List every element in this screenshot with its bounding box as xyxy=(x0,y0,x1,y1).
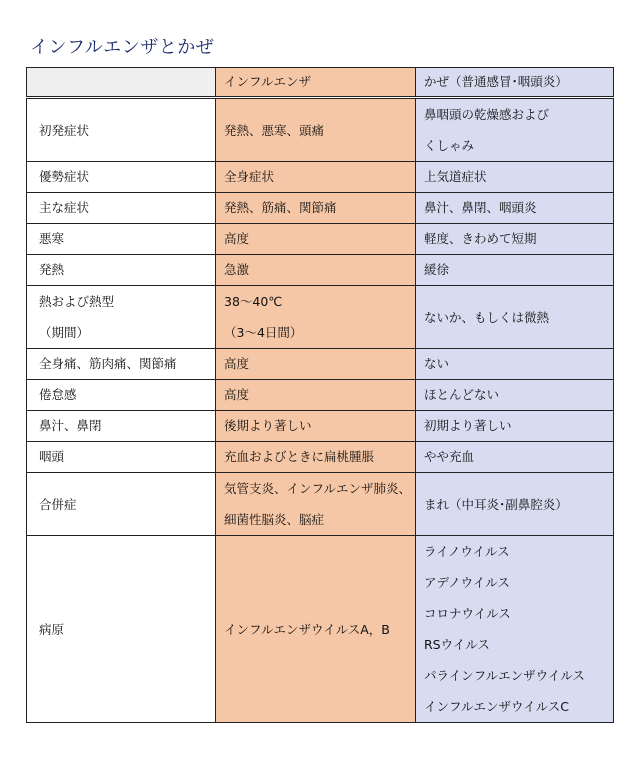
cell-line: 細菌性脳炎、脳症 xyxy=(224,512,325,527)
cell-line: インフルエンザウイルスC xyxy=(424,699,569,714)
row-item-cell xyxy=(27,255,216,286)
cell-line: 後期より著しい xyxy=(224,418,312,433)
cell-line: 優勢症状 xyxy=(39,169,90,184)
row-cold-cell xyxy=(416,442,614,473)
cell-line: （期間） xyxy=(39,325,90,340)
row-cold-cell xyxy=(416,411,614,442)
cell-line: 高度 xyxy=(224,387,250,402)
row-influenza-cell xyxy=(216,380,416,411)
row-influenza-cell xyxy=(216,162,416,193)
row-cold-cell xyxy=(416,349,614,380)
cell-line: 全身痛、筋肉痛、関節痛 xyxy=(39,356,177,371)
row-item-cell xyxy=(27,98,216,162)
cell-line: 上気道症状 xyxy=(424,169,487,184)
row-influenza-cell xyxy=(216,224,416,255)
cell-line: 緩徐 xyxy=(424,262,450,277)
row-cold-cell xyxy=(416,98,614,162)
cell-line: ない xyxy=(424,356,450,371)
row-influenza-cell xyxy=(216,411,416,442)
row-influenza-cell xyxy=(216,473,416,536)
cell-line: 発熱 xyxy=(39,262,65,277)
row-cold-cell xyxy=(416,162,614,193)
table-row xyxy=(27,536,614,723)
row-item-cell xyxy=(27,536,216,723)
cell-line: 発熱、悪寒、頭痛 xyxy=(224,122,325,138)
table-row xyxy=(27,473,614,536)
table-row xyxy=(27,224,614,255)
row-cold-cell xyxy=(416,380,614,411)
row-item-cell xyxy=(27,349,216,380)
row-item-cell xyxy=(27,286,216,349)
cell-line: アデノウイルス xyxy=(424,575,510,590)
header-cold: かぜ（普通感冒･咽頭炎） xyxy=(416,68,614,98)
table-row xyxy=(27,442,614,473)
header-influenza: インフルエンザ xyxy=(216,68,416,98)
row-influenza-cell xyxy=(216,442,416,473)
row-influenza-cell xyxy=(216,255,416,286)
table-row xyxy=(27,255,614,286)
cell-line: 初発症状 xyxy=(39,122,90,138)
row-item-cell xyxy=(27,224,216,255)
page-title: インフルエンザとかぜ xyxy=(30,37,215,58)
cell-line: 熱および熱型 xyxy=(39,294,115,309)
cell-line: ライノウイルス xyxy=(424,544,510,559)
row-cold-cell xyxy=(416,224,614,255)
row-influenza-cell xyxy=(216,536,416,723)
row-item-cell xyxy=(27,193,216,224)
cell-line: 38～40℃ xyxy=(224,294,283,309)
cell-line: 発熱、筋痛、関節痛 xyxy=(224,200,337,215)
row-influenza-cell xyxy=(216,98,416,162)
cell-line: 主な症状 xyxy=(39,200,90,215)
cell-line: （3～4日間） xyxy=(224,325,303,340)
cell-line: 初期より著しい xyxy=(424,418,512,433)
table-row xyxy=(27,349,614,380)
cell-line: 全身症状 xyxy=(224,169,275,184)
cell-line: 急激 xyxy=(224,262,250,277)
cell-line: コロナウイルス xyxy=(424,606,511,621)
cell-line: 合併症 xyxy=(39,496,77,512)
cell-line: 充血およびときに扁桃腫脹 xyxy=(224,449,375,464)
cell-line: 倦怠感 xyxy=(39,387,77,402)
table-row xyxy=(27,286,614,349)
cell-line: RSウイルス xyxy=(424,637,490,652)
table-header-row xyxy=(27,68,614,98)
row-cold-cell xyxy=(416,193,614,224)
row-item-cell xyxy=(27,162,216,193)
table-row xyxy=(27,162,614,193)
row-item-cell xyxy=(27,473,216,536)
cell-line: 気管支炎、インフルエンザ肺炎、 xyxy=(224,481,412,496)
cell-line: くしゃみ xyxy=(424,138,475,153)
row-influenza-cell xyxy=(216,193,416,224)
cell-line: 高度 xyxy=(224,231,250,246)
table-row xyxy=(27,380,614,411)
table-row xyxy=(27,193,614,224)
cell-line: ないか、もしくは微熱 xyxy=(424,309,550,325)
header-item xyxy=(27,68,216,98)
cell-line: 軽度、きわめて短期 xyxy=(424,231,537,246)
row-item-cell xyxy=(27,442,216,473)
row-cold-cell xyxy=(416,473,614,536)
row-cold-cell xyxy=(416,255,614,286)
row-cold-cell xyxy=(416,286,614,349)
cell-line: 高度 xyxy=(224,356,250,371)
cell-line: ほとんどない xyxy=(424,387,500,402)
cell-line: やや充血 xyxy=(424,449,475,464)
row-cold-cell xyxy=(416,536,614,723)
table-row xyxy=(27,98,614,162)
cell-line: インフルエンザウイルスA，B xyxy=(224,621,390,637)
cell-line: 悪寒 xyxy=(39,231,65,246)
cell-line: 鼻汁、鼻閉 xyxy=(39,418,102,433)
comparison-table xyxy=(26,67,614,723)
cell-line: まれ（中耳炎･副鼻腔炎） xyxy=(424,496,568,512)
table-row xyxy=(27,411,614,442)
cell-line: 鼻咽頭の乾燥感および xyxy=(424,107,550,122)
cell-line: パラインフルエンザウイルス xyxy=(424,668,585,683)
row-influenza-cell xyxy=(216,349,416,380)
row-item-cell xyxy=(27,380,216,411)
cell-line: 病原 xyxy=(39,621,65,637)
cell-line: 鼻汁、鼻閉、咽頭炎 xyxy=(424,200,537,215)
row-influenza-cell xyxy=(216,286,416,349)
row-item-cell xyxy=(27,411,216,442)
cell-line: 咽頭 xyxy=(39,449,65,464)
